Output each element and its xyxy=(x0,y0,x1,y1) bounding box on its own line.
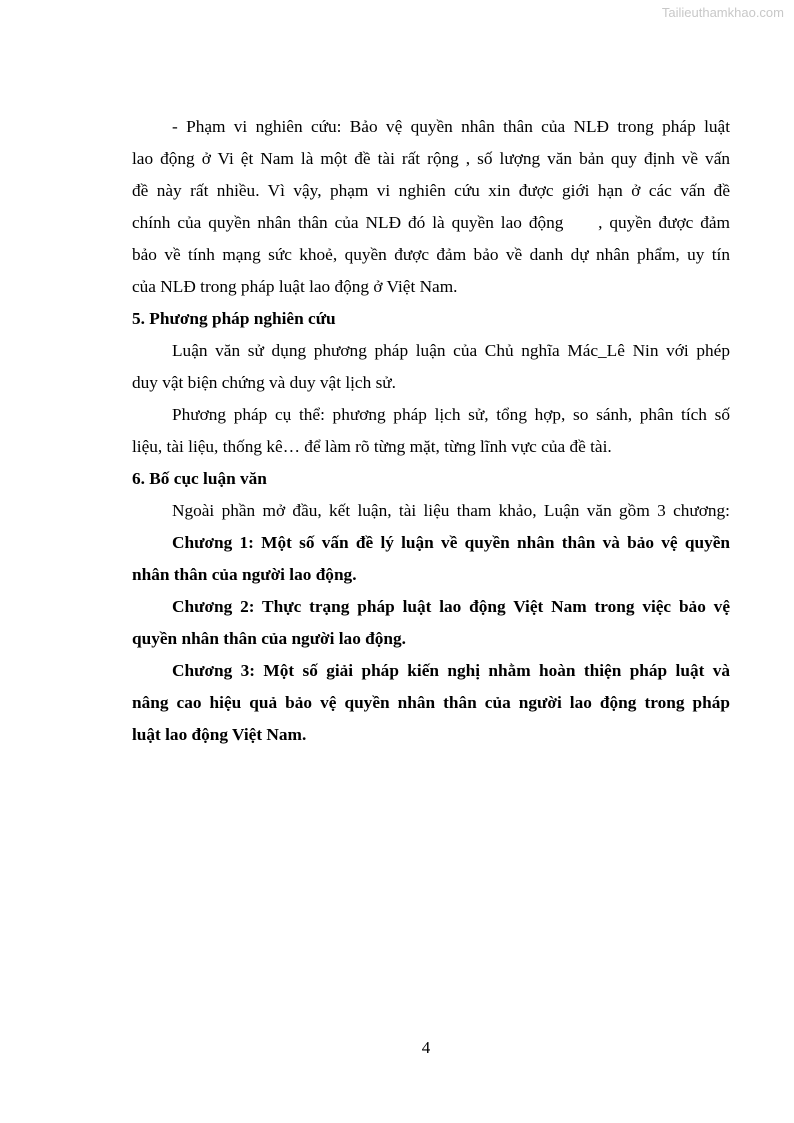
methods-line-3: Phương pháp cụ thể: phương pháp lịch sử, tổng hợp, so sánh, phân tích số xyxy=(172,405,730,424)
section-heading-structure: 6. Bố cục luận văn xyxy=(132,469,267,488)
document-body xyxy=(132,111,730,751)
watermark: Tailieuthamkhao.com xyxy=(661,5,784,20)
chapter-2-line-1: Chương 2: Thực trạng pháp luật lao động Việt Nam trong việc bảo vệ xyxy=(172,597,730,616)
chapter-3-line-3: luật lao động Việt Nam. xyxy=(132,725,307,744)
scope-line-5: bảo về tính mạng sức khoẻ, quyền được đảm bảo về danh dự nhân phẩm, uy tín xyxy=(132,245,730,264)
scope-line-3: đề này rất nhiều. Vì vậy, phạm vi nghiên cứu xin được giới hạn ở các vấn đề xyxy=(132,181,730,200)
page-number: 4 xyxy=(421,1038,431,1057)
scope-line-4: chính của quyền nhân thân của NLĐ đó là quyền lao động , quyền được đảm xyxy=(132,213,730,232)
methods-line-4: liệu, tài liệu, thống kê… để làm rõ từng mặt, từng lĩnh vực của đề tài. xyxy=(132,437,612,456)
chapter-2-line-2: quyền nhân thân của người lao động. xyxy=(132,629,406,648)
scope-line-2: lao động ở Vi ệt Nam là một đề tài rất rộng , số lượng văn bản quy định về vấn xyxy=(132,149,730,168)
scope-line-1: - Phạm vi nghiên cứu: Bảo vệ quyền nhân thân của NLĐ trong pháp luật xyxy=(172,117,730,136)
section-heading-methods: 5. Phương pháp nghiên cứu xyxy=(132,309,336,328)
chapter-3-line-2: nâng cao hiệu quả bảo vệ quyền nhân thân của người lao động trong pháp xyxy=(132,693,730,712)
chapter-1-line-2: nhân thân của người lao động. xyxy=(132,565,357,584)
scope-line-6: của NLĐ trong pháp luật lao động ở Việt Nam. xyxy=(132,277,458,296)
structure-intro: Ngoài phần mở đầu, kết luận, tài liệu tham khảo, Luận văn gồm 3 chương: xyxy=(172,501,730,520)
methods-line-1: Luận văn sử dụng phương pháp luận của Chủ nghĩa Mác_Lê Nin với phép xyxy=(172,341,730,360)
chapter-3-line-1: Chương 3: Một số giải pháp kiến nghị nhằm hoàn thiện pháp luật và xyxy=(172,661,730,680)
chapter-1-line-1: Chương 1: Một số vấn đề lý luận về quyền nhân thân và bảo vệ quyền xyxy=(172,533,730,552)
methods-line-2: duy vật biện chứng và duy vật lịch sử. xyxy=(132,373,396,392)
